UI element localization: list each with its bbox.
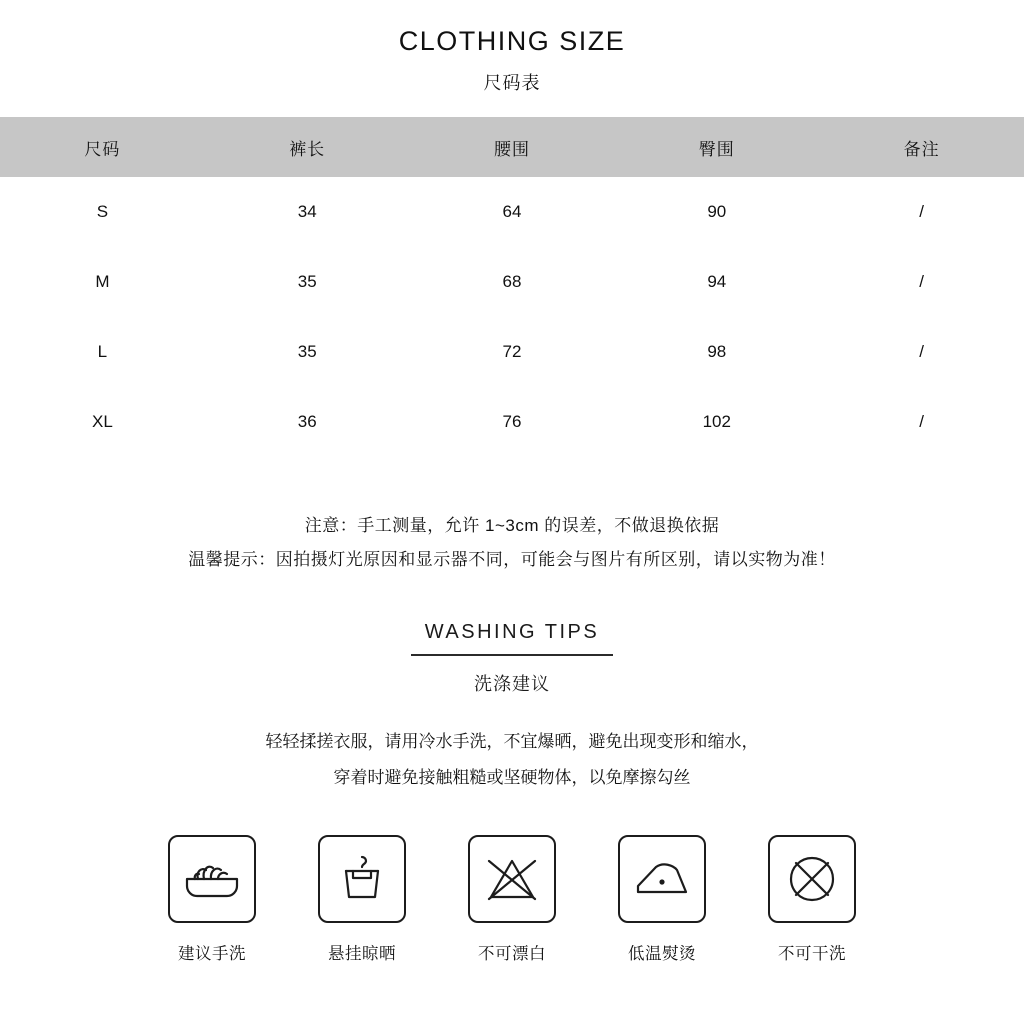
table-header-row	[0, 117, 1024, 177]
care-label-hand-wash: 建议手洗	[178, 945, 246, 964]
cell-hip: 102	[702, 412, 731, 431]
cell-length: 35	[297, 342, 317, 361]
care-label-low-iron: 低温熨烫	[628, 945, 696, 964]
cell-waist: 68	[502, 272, 522, 291]
column-header-hip: 臀围	[698, 139, 735, 159]
page-header	[0, 0, 1024, 95]
cell-note: /	[919, 342, 924, 361]
care-item-no-bleach	[465, 835, 559, 964]
measurement-notes	[0, 509, 1024, 577]
table-row	[0, 317, 1024, 387]
note-measurement: 注意：手工测量，允许 1~3cm 的误差，不做退换依据	[304, 516, 720, 535]
cell-note: /	[919, 412, 924, 431]
washing-line-2: 穿着时避免接触粗糙或坚硬物体，以免摩擦勾丝	[333, 767, 691, 787]
cell-hip: 98	[707, 342, 727, 361]
page-title-cn: 尺码表	[483, 73, 541, 93]
cell-hip: 90	[707, 202, 727, 221]
cell-size: L	[97, 342, 108, 361]
cell-waist: 64	[502, 202, 522, 221]
care-label-hang-dry: 悬挂晾晒	[328, 945, 396, 964]
cell-note: /	[919, 272, 924, 291]
cell-length: 35	[297, 272, 317, 291]
low-iron-icon	[618, 835, 706, 923]
note-color: 温馨提示：因拍摄灯光原因和显示器不同，可能会与图片有所区别，请以实物为准！	[188, 550, 836, 569]
washing-title-cn: 洗涤建议	[474, 674, 550, 694]
size-table-body	[0, 177, 1024, 457]
table-row	[0, 387, 1024, 457]
washing-line-1: 轻轻揉搓衣服，请用冷水手洗，不宜爆晒，避免出现变形和缩水，	[265, 732, 759, 751]
column-header-waist: 腰围	[493, 139, 530, 159]
size-table-header	[0, 117, 1024, 177]
hand-wash-icon	[168, 835, 256, 923]
care-item-no-dryclean	[765, 835, 859, 964]
cell-note: /	[919, 202, 924, 221]
column-header-length: 裤长	[289, 139, 326, 159]
cell-length: 34	[297, 202, 317, 221]
care-item-hand-wash	[165, 835, 259, 964]
hang-dry-icon	[318, 835, 406, 923]
washing-instructions	[0, 724, 1024, 795]
cell-size: S	[96, 202, 109, 221]
care-label-no-dryclean: 不可干洗	[778, 945, 846, 964]
page-title-en: CLOTHING SIZE	[398, 26, 626, 56]
table-row	[0, 177, 1024, 247]
cell-length: 36	[297, 412, 317, 431]
cell-hip: 94	[707, 272, 727, 291]
washing-tips-header	[0, 621, 1024, 696]
care-label-no-bleach: 不可漂白	[478, 945, 546, 964]
cell-waist: 76	[502, 412, 522, 431]
cell-size: M	[95, 272, 110, 291]
table-row	[0, 247, 1024, 317]
care-icon-row	[0, 835, 1024, 964]
cell-waist: 72	[502, 342, 522, 361]
size-table	[0, 117, 1024, 457]
care-item-hang-dry	[315, 835, 409, 964]
cell-size: XL	[92, 412, 113, 431]
no-dryclean-icon	[768, 835, 856, 923]
column-header-size: 尺码	[84, 139, 121, 159]
washing-title-en: WASHING TIPS	[411, 621, 613, 656]
no-bleach-icon	[468, 835, 556, 923]
care-item-low-iron	[615, 835, 709, 964]
column-header-note: 备注	[903, 139, 940, 159]
